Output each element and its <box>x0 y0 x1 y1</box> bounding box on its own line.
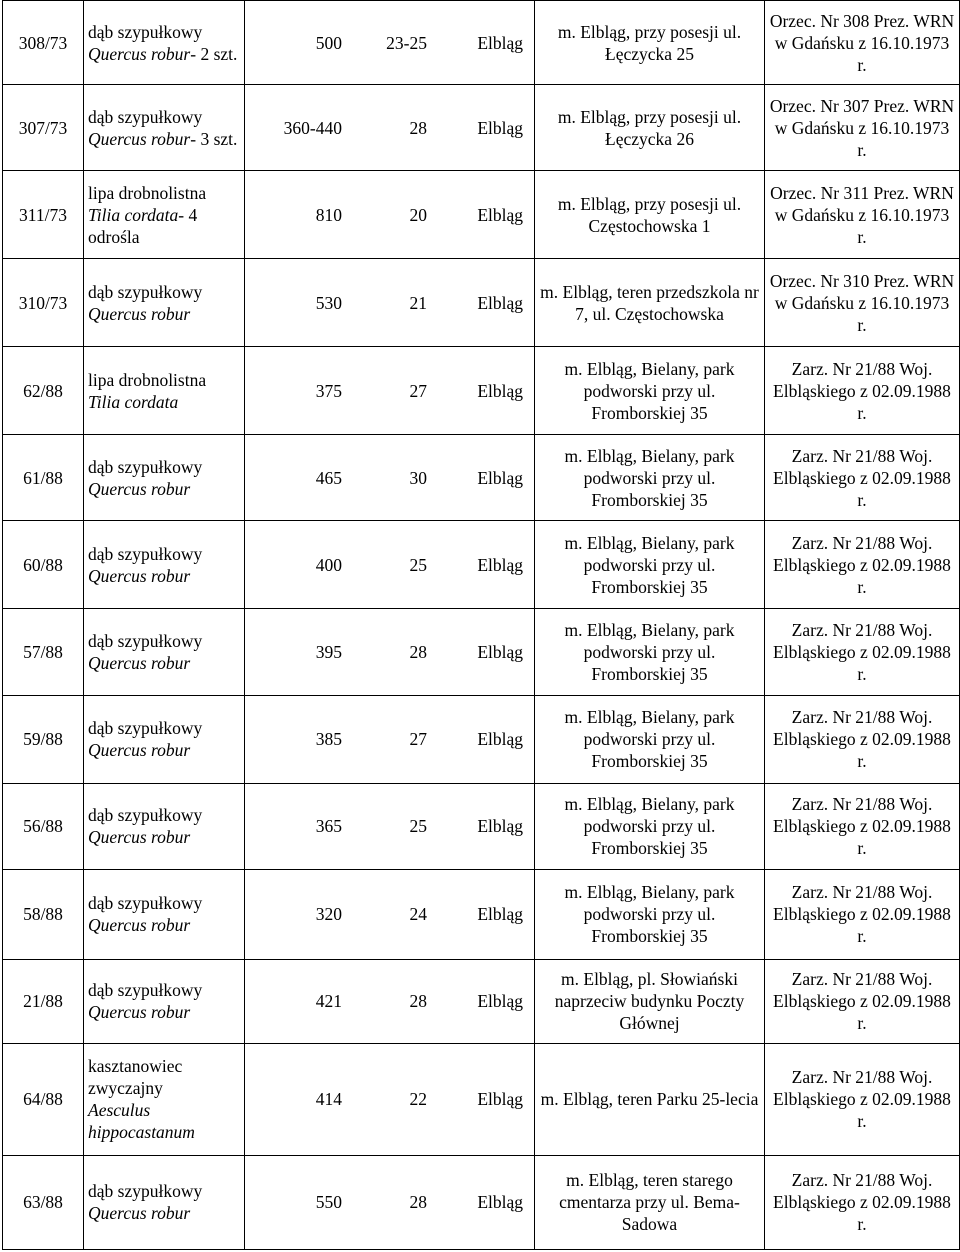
species-polish-name: dąb szypułkowy <box>88 805 203 826</box>
circumference: 375 <box>315 380 342 401</box>
species-polish-name: dąb szypułkowy <box>88 630 203 651</box>
circumference: 500 <box>315 32 342 53</box>
tree-height: 28 <box>409 991 427 1012</box>
species-latin-name: Quercus robur <box>88 303 191 324</box>
species-cell <box>84 85 245 171</box>
tree-height: 21 <box>409 292 427 313</box>
species-polish-name: dąb szypułkowy <box>88 21 203 42</box>
species-latin-line <box>88 1099 240 1143</box>
species-cell <box>84 869 245 959</box>
location: m. Elbląg, teren starego cmentarza przy ul. Bema-Sadowa <box>535 1155 765 1249</box>
tree-height: 27 <box>409 729 427 750</box>
measurements-cell <box>245 959 535 1043</box>
location: m. Elbląg, Bielany, park podworski przy ul. Fromborskiej 35 <box>535 609 765 695</box>
town: Elbląg <box>477 292 523 313</box>
species-cell <box>84 171 245 259</box>
species-latin-name: Quercus robur <box>88 43 191 64</box>
register-number: 59/88 <box>3 695 84 783</box>
circumference: 320 <box>315 904 342 925</box>
legal-document: Zarz. Nr 21/88 Woj. Elbląskiego z 02.09.1988 r. <box>765 1155 960 1249</box>
register-number: 311/73 <box>3 171 84 259</box>
measurements-cell <box>245 783 535 869</box>
table-row <box>3 959 960 1043</box>
table-row <box>3 609 960 695</box>
legal-document: Zarz. Nr 21/88 Woj. Elbląskiego z 02.09.1988 r. <box>765 521 960 609</box>
species-cell <box>84 347 245 435</box>
species-latin-line <box>88 652 240 674</box>
species-cell <box>84 1043 245 1155</box>
register-number: 56/88 <box>3 783 84 869</box>
location: m. Elbląg, pl. Słowiański naprzeciw budynku Poczty Głównej <box>535 959 765 1043</box>
tree-height: 25 <box>409 816 427 837</box>
town: Elbląg <box>477 1089 523 1110</box>
species-polish-name: dąb szypułkowy <box>88 543 203 564</box>
species-latin-line <box>88 565 240 587</box>
location: m. Elbląg, Bielany, park podworski przy ul. Fromborskiej 35 <box>535 783 765 869</box>
species-latin-line <box>88 826 240 848</box>
town: Elbląg <box>477 991 523 1012</box>
circumference: 385 <box>315 729 342 750</box>
table-row <box>3 347 960 435</box>
table-row <box>3 1155 960 1249</box>
location: m. Elbląg, przy posesji ul. Łęczycka 26 <box>535 85 765 171</box>
table-row <box>3 171 960 259</box>
town: Elbląg <box>477 380 523 401</box>
circumference: 530 <box>315 292 342 313</box>
table-row <box>3 869 960 959</box>
legal-document: Orzec. Nr 311 Prez. WRN w Gdańsku z 16.10.1973 r. <box>765 171 960 259</box>
legal-document: Zarz. Nr 21/88 Woj. Elbląskiego z 02.09.1988 r. <box>765 783 960 869</box>
register-number: 61/88 <box>3 435 84 521</box>
circumference: 360-440 <box>283 117 342 138</box>
circumference: 465 <box>315 467 342 488</box>
species-cell <box>84 1 245 85</box>
register-number: 62/88 <box>3 347 84 435</box>
species-latin-line <box>88 478 240 500</box>
species-polish-name: lipa drobnolistna <box>88 369 207 390</box>
table-row <box>3 1043 960 1155</box>
species-latin-line <box>88 1001 240 1023</box>
monument-trees-table <box>2 0 960 1250</box>
species-polish-name: kasztanowiec zwyczajny <box>88 1056 183 1099</box>
species-latin-line <box>88 43 240 65</box>
species-cell <box>84 521 245 609</box>
legal-document: Orzec. Nr 310 Prez. WRN w Gdańsku z 16.10.1973 r. <box>765 259 960 347</box>
register-number: 307/73 <box>3 85 84 171</box>
measurements-cell <box>245 171 535 259</box>
table-row <box>3 85 960 171</box>
town: Elbląg <box>477 729 523 750</box>
species-latin-name: Quercus robur <box>88 1002 191 1023</box>
measurements-cell <box>245 695 535 783</box>
register-number: 308/73 <box>3 1 84 85</box>
circumference: 421 <box>315 991 342 1012</box>
register-number: 21/88 <box>3 959 84 1043</box>
species-latin-line <box>88 128 240 150</box>
circumference: 550 <box>315 1192 342 1213</box>
species-count: - 3 szt. <box>190 128 238 149</box>
species-cell <box>84 1155 245 1249</box>
species-polish-name: dąb szypułkowy <box>88 718 203 739</box>
town: Elbląg <box>477 554 523 575</box>
town: Elbląg <box>477 641 523 662</box>
town: Elbląg <box>477 1192 523 1213</box>
location: m. Elbląg, przy posesji ul. Częstochowska 1 <box>535 171 765 259</box>
species-latin-name: Tilia cordata <box>88 204 179 225</box>
location: m. Elbląg, Bielany, park podworski przy ul. Fromborskiej 35 <box>535 435 765 521</box>
measurements-cell <box>245 85 535 171</box>
species-latin-name: Quercus robur <box>88 1203 191 1224</box>
circumference: 365 <box>315 816 342 837</box>
species-polish-name: lipa drobnolistna <box>88 182 207 203</box>
table-row <box>3 695 960 783</box>
table-row <box>3 783 960 869</box>
species-latin-name: Quercus robur <box>88 827 191 848</box>
species-latin-name: Aesculus hippocastanum <box>88 1100 195 1143</box>
location: m. Elbląg, teren przedszkola nr 7, ul. Częstochowska <box>535 259 765 347</box>
circumference: 810 <box>315 204 342 225</box>
location: m. Elbląg, Bielany, park podworski przy ul. Fromborskiej 35 <box>535 521 765 609</box>
legal-document: Zarz. Nr 21/88 Woj. Elbląskiego z 02.09.1988 r. <box>765 609 960 695</box>
species-latin-name: Quercus robur <box>88 915 191 936</box>
species-latin-name: Quercus robur <box>88 128 191 149</box>
species-latin-line <box>88 391 240 413</box>
tree-height: 28 <box>409 117 427 138</box>
species-latin-line <box>88 303 240 325</box>
species-latin-line <box>88 914 240 936</box>
species-cell <box>84 695 245 783</box>
table-body <box>3 1 960 1250</box>
circumference: 414 <box>315 1089 342 1110</box>
measurements-cell <box>245 869 535 959</box>
register-number: 64/88 <box>3 1043 84 1155</box>
register-number: 57/88 <box>3 609 84 695</box>
species-cell <box>84 259 245 347</box>
circumference: 400 <box>315 554 342 575</box>
measurements-cell <box>245 609 535 695</box>
measurements-cell <box>245 347 535 435</box>
register-number: 58/88 <box>3 869 84 959</box>
legal-document: Zarz. Nr 21/88 Woj. Elbląskiego z 02.09.1988 r. <box>765 1043 960 1155</box>
tree-height: 30 <box>409 467 427 488</box>
location: m. Elbląg, Bielany, park podworski przy ul. Fromborskiej 35 <box>535 695 765 783</box>
tree-height: 23-25 <box>386 32 427 53</box>
circumference: 395 <box>315 641 342 662</box>
tree-height: 22 <box>409 1089 427 1110</box>
species-latin-line <box>88 1202 240 1224</box>
tree-height: 28 <box>409 641 427 662</box>
tree-height: 20 <box>409 204 427 225</box>
legal-document: Zarz. Nr 21/88 Woj. Elbląskiego z 02.09.1988 r. <box>765 347 960 435</box>
species-cell <box>84 435 245 521</box>
tree-height: 28 <box>409 1192 427 1213</box>
species-count: - 4 odrośla <box>88 204 198 247</box>
legal-document: Zarz. Nr 21/88 Woj. Elbląskiego z 02.09.1988 r. <box>765 695 960 783</box>
species-latin-line <box>88 204 240 248</box>
town: Elbląg <box>477 32 523 53</box>
species-polish-name: dąb szypułkowy <box>88 456 203 477</box>
town: Elbląg <box>477 904 523 925</box>
species-latin-name: Quercus robur <box>88 652 191 673</box>
tree-height: 25 <box>409 554 427 575</box>
register-number: 60/88 <box>3 521 84 609</box>
measurements-cell <box>245 435 535 521</box>
table-row <box>3 1 960 85</box>
tree-height: 27 <box>409 380 427 401</box>
species-latin-name: Quercus robur <box>88 740 191 761</box>
species-cell <box>84 609 245 695</box>
legal-document: Orzec. Nr 308 Prez. WRN w Gdańsku z 16.10.1973 r. <box>765 1 960 85</box>
species-polish-name: dąb szypułkowy <box>88 893 203 914</box>
species-polish-name: dąb szypułkowy <box>88 106 203 127</box>
species-polish-name: dąb szypułkowy <box>88 281 203 302</box>
table-row <box>3 435 960 521</box>
measurements-cell <box>245 1043 535 1155</box>
location: m. Elbląg, Bielany, park podworski przy ul. Fromborskiej 35 <box>535 347 765 435</box>
species-cell <box>84 783 245 869</box>
location: m. Elbląg, przy posesji ul. Łęczycka 25 <box>535 1 765 85</box>
measurements-cell <box>245 521 535 609</box>
register-number: 63/88 <box>3 1155 84 1249</box>
measurements-cell <box>245 1155 535 1249</box>
species-latin-name: Tilia cordata <box>88 391 179 412</box>
town: Elbląg <box>477 117 523 138</box>
species-latin-name: Quercus robur <box>88 565 191 586</box>
table-row <box>3 259 960 347</box>
species-polish-name: dąb szypułkowy <box>88 980 203 1001</box>
town: Elbląg <box>477 816 523 837</box>
measurements-cell <box>245 259 535 347</box>
location: m. Elbląg, teren Parku 25-lecia <box>535 1043 765 1155</box>
measurements-cell <box>245 1 535 85</box>
species-cell <box>84 959 245 1043</box>
species-latin-name: Quercus robur <box>88 478 191 499</box>
town: Elbląg <box>477 204 523 225</box>
legal-document: Zarz. Nr 21/88 Woj. Elbląskiego z 02.09.1988 r. <box>765 959 960 1043</box>
register-number: 310/73 <box>3 259 84 347</box>
species-count: - 2 szt. <box>190 43 238 64</box>
legal-document: Zarz. Nr 21/88 Woj. Elbląskiego z 02.09.1988 r. <box>765 435 960 521</box>
legal-document: Orzec. Nr 307 Prez. WRN w Gdańsku z 16.10.1973 r. <box>765 85 960 171</box>
location: m. Elbląg, Bielany, park podworski przy ul. Fromborskiej 35 <box>535 869 765 959</box>
tree-height: 24 <box>409 904 427 925</box>
table-row <box>3 521 960 609</box>
legal-document: Zarz. Nr 21/88 Woj. Elbląskiego z 02.09.1988 r. <box>765 869 960 959</box>
species-polish-name: dąb szypułkowy <box>88 1181 203 1202</box>
species-latin-line <box>88 739 240 761</box>
town: Elbląg <box>477 467 523 488</box>
